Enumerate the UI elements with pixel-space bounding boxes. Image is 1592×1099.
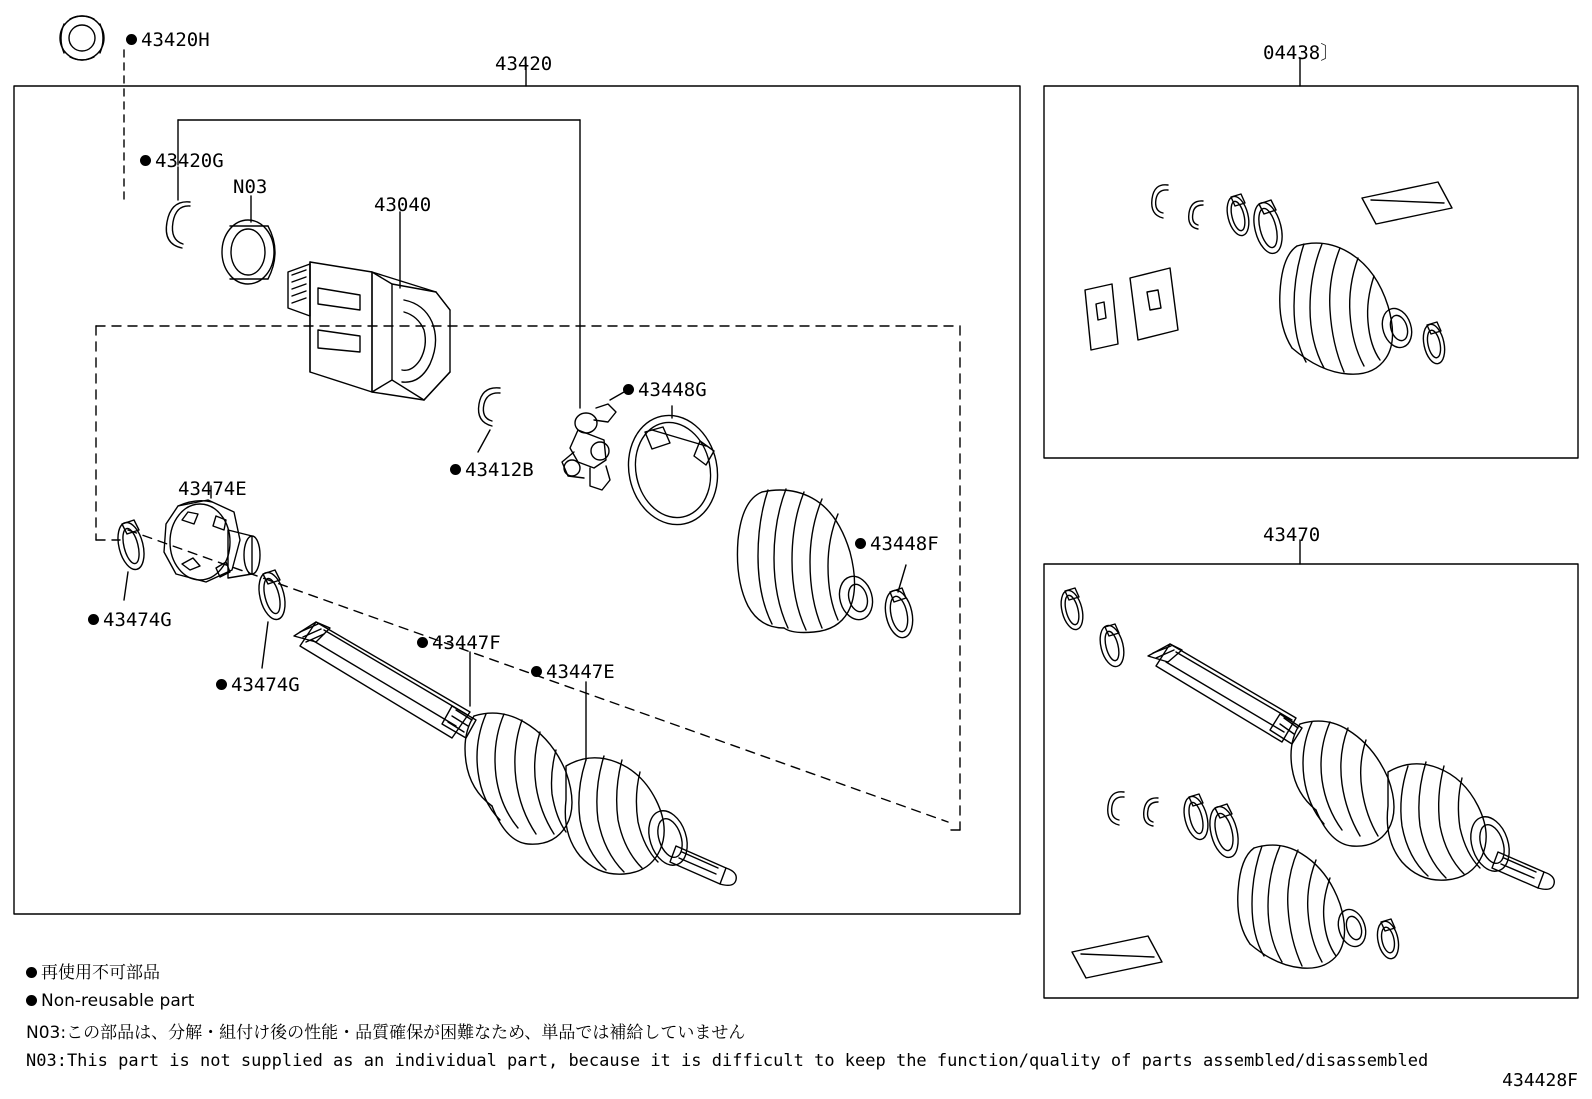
label-43470: 43470 <box>1263 524 1321 546</box>
label-43420G: 43420G <box>140 152 224 171</box>
label-43448F: 43448F <box>855 535 939 554</box>
nonreusable-dot-icon <box>140 155 151 166</box>
label-43447E: 43447E <box>531 663 615 682</box>
nonreusable-dot-icon <box>855 538 866 549</box>
nonreusable-dot-icon <box>26 995 37 1006</box>
legend-nonreusable-jp: 再使用不可部品 <box>26 962 160 984</box>
nonreusable-dot-icon <box>417 637 428 648</box>
label-04438: 04438〕 <box>1263 42 1340 64</box>
nonreusable-dot-icon <box>531 666 542 677</box>
note-n03-jp: N03:この部品は、分解・組付け後の性能・品質確保が困難なため、単品では補給していません <box>26 1023 746 1043</box>
note-n03-en: N03:This part is not supplied as an individual part, because it is difficult to keep the function/quality of parts assembled/disassembled <box>26 1051 1429 1071</box>
diagram-code: 434428F <box>1502 1070 1578 1091</box>
label-43474G-lower: 43474G <box>216 676 300 695</box>
nonreusable-dot-icon <box>450 464 461 475</box>
nonreusable-dot-icon <box>26 967 37 978</box>
label-43447F: 43447F <box>417 634 501 653</box>
label-N03: N03 <box>233 176 268 198</box>
label-43040: 43040 <box>374 194 432 216</box>
label-43474G-upper: 43474G <box>88 611 172 630</box>
label-43412B: 43412B <box>450 461 534 480</box>
nonreusable-dot-icon <box>623 384 634 395</box>
label-43420: 43420 <box>495 53 553 75</box>
label-43420H: 43420H <box>126 31 210 50</box>
legend-nonreusable-en: Non-reusable part <box>26 990 194 1012</box>
nonreusable-dot-icon <box>216 679 227 690</box>
label-43474E: 43474E <box>178 478 247 500</box>
label-43448G: 43448G <box>623 381 707 400</box>
nonreusable-dot-icon <box>126 34 137 45</box>
nonreusable-dot-icon <box>88 614 99 625</box>
